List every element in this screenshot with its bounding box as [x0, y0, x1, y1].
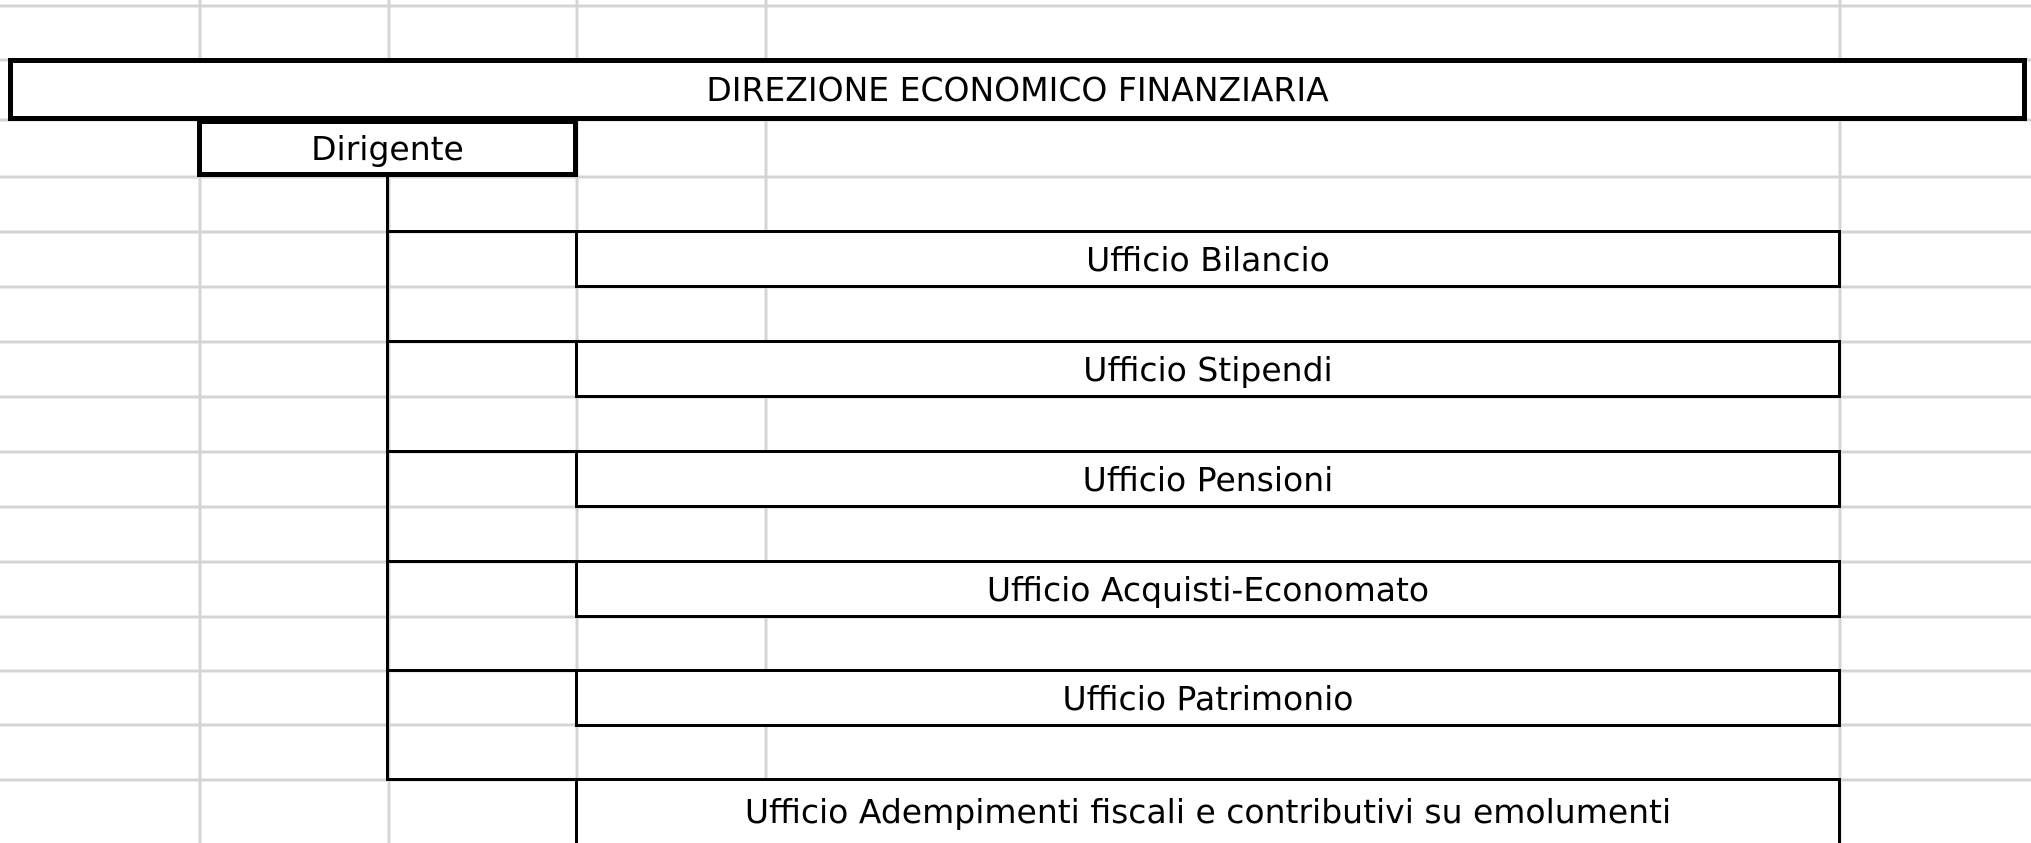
- office-box-acquisti: [575, 560, 1841, 618]
- connector-acquisti: [386, 560, 577, 563]
- manager-title: Dirigente: [311, 128, 464, 168]
- connector-pensioni: [386, 450, 577, 453]
- vertical-connector: [386, 177, 389, 781]
- office-box-pensioni: [575, 450, 1841, 508]
- connector-stipendi: [386, 340, 577, 343]
- connector-patrimonio: [386, 669, 577, 672]
- connector-adempimenti: [386, 778, 577, 781]
- office-label: Ufficio Adempimenti fiscali e contributivi su emolumenti: [744, 792, 1672, 831]
- connector-bilancio: [386, 230, 577, 233]
- office-label: Ufficio Stipendi: [1083, 349, 1333, 389]
- office-box-patrimonio: [575, 669, 1841, 727]
- office-box-bilancio: [575, 230, 1841, 288]
- office-label: Ufficio Acquisti-Economato: [986, 569, 1430, 609]
- direction-box: [8, 58, 2027, 121]
- direction-title: DIREZIONE ECONOMICO FINANZIARIA: [706, 70, 1329, 109]
- office-label: Ufficio Patrimonio: [1062, 678, 1354, 718]
- office-label: Ufficio Pensioni: [1082, 459, 1334, 499]
- manager-box: [197, 119, 578, 177]
- office-label: Ufficio Bilancio: [1086, 239, 1330, 279]
- office-box-adempimenti: [575, 778, 1841, 843]
- office-box-stipendi: [575, 340, 1841, 398]
